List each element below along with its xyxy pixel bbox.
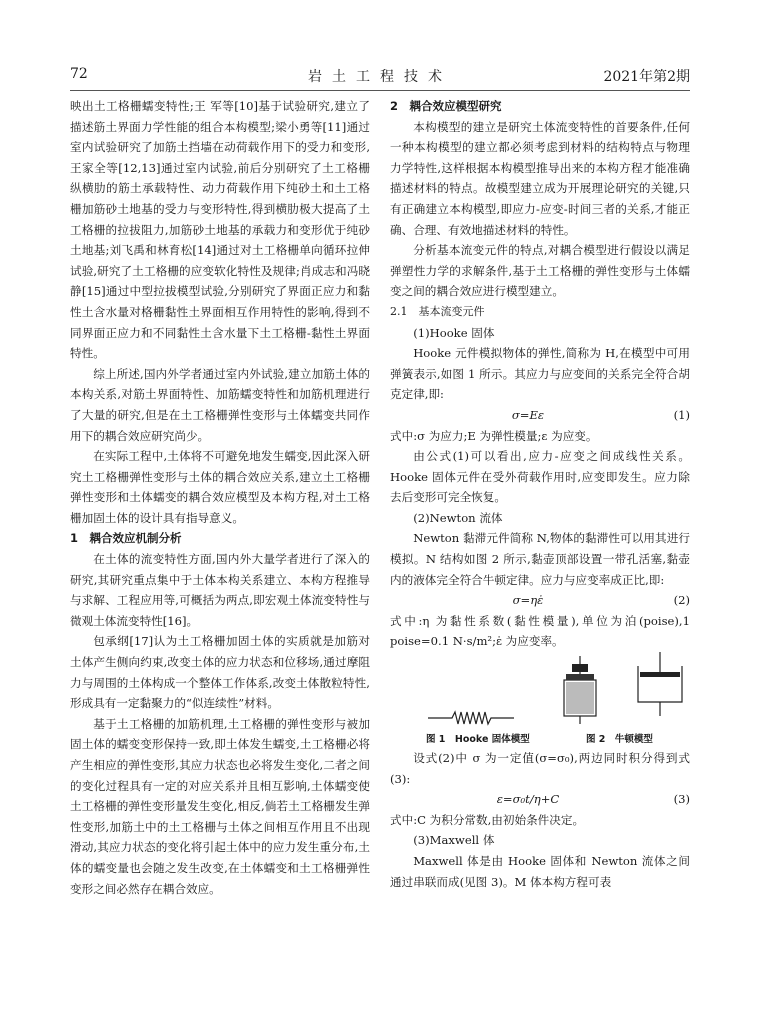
equation-number: (2) <box>673 593 690 608</box>
paragraph: 式中:η 为黏性系数(黏性模量),单位为泊(poise),1 poise=0.1 N·s/m²;ε̇ 为应变率。 <box>390 613 690 649</box>
equation-3 <box>390 789 690 810</box>
figures-svg <box>390 652 690 728</box>
dashpot-figure <box>638 652 682 716</box>
section-heading: 2 耦合效应模型研究 <box>390 99 502 113</box>
section-heading: 1 耦合效应机制分析 <box>70 531 182 546</box>
paragraph: 设式(2)中 σ 为一定值(σ=σ₀),两边同时积分得到式(3): <box>390 751 690 786</box>
paragraph: 综上所述,国内外学者通过室内外试验,建立加筋土体的本构关系,对筋土界面特性、加筋蠕变特性和加筋机理进行了大量的研究,但是在土工格栅弹性变形与土体蠕变共同作用下的耦合效应研究尚少。 <box>70 366 370 443</box>
equation-formula: σ=Eε <box>511 407 545 422</box>
paragraph: 在实际工程中,土体将不可避免地发生蠕变,因此深入研究土工格栅弹性变形与土体的耦合效应关系,建立土工格栅弹性变形和土体蠕变的耦合效应模型及本构方程,对土工格栅加固土体的设计具有指导意义。 <box>70 449 370 525</box>
subsection-heading: 2.1 基本流变元件 <box>390 304 485 318</box>
paragraph: 映出土工格栅蠕变特性;王 军等[10]基于试验研究,建立了描述筋土界面力学性能的组合本构模型;梁小勇等[11]通过室内试验研究了加筋土挡墙在动荷载作用下的受力和变形,王家全等[12,13]通过室内试验,前后分别研究了土工格栅纵横肋的筋土承载特性、动力荷载作用下纯砂土和土工格栅加筋砂土地基的受力与变形特性,得到横肋极大提高了土工格栅的拉拔阻力,加筋砂土地基的承载力和变形优于纯砂土地基;刘飞禹和林育松[14]通过对土工格栅单向循环拉伸试验,研究了土工格栅的应变软化特性及规律;肖成志和冯晓静[15]通过中型拉拔模型试验,分别研究了界面正应力和黏性土含水量对格栅黏性土界面相互作用特性的影响,得到不同界面正应力和不同黏性土含水量下土工格栅-黏性土界面特性。 <box>70 99 370 361</box>
item-heading: (2)Newton 流体 <box>413 510 503 525</box>
paragraph: 式中:C 为积分常数,由初始条件决定。 <box>390 812 585 827</box>
paragraph: 式中:σ 为应力;E 为弹性模量;ε 为应变。 <box>390 428 598 443</box>
header-rule <box>70 90 690 91</box>
equation-formula: ε=σ₀t/η+C <box>496 792 560 807</box>
left-column <box>70 96 370 899</box>
equation-formula: σ=ηε̇ <box>512 593 544 608</box>
item-heading: (1)Hooke 固体 <box>413 325 495 340</box>
page-header <box>70 66 690 86</box>
journal-title: 岩土工程技术 <box>308 69 452 85</box>
paragraph: Newton 黏滞元件简称 N,物体的黏滞性可以用其进行模拟。N 结构如图 2 所示,黏壶顶部设置一带孔活塞,黏壶内的液体完全符合牛顿定律。应力与应变率成正比,即: <box>390 531 690 587</box>
issue-label: 2021年第2期 <box>603 69 690 85</box>
paragraph: 在土体的流变特性方面,国内外大量学者进行了深入的研究,其研究重点集中于土体本构关系建立、本构方程推导与求解、工程应用等,可概括为两点,即宏观土体流变特性与微观土体流变特性[16]。 <box>70 552 370 628</box>
spring-figure <box>428 712 514 724</box>
paragraph: 包承纲[17]认为土工格栅加固土体的实质就是加筋对土体产生侧向约束,改变土体的应力状态和位移场,通过摩阻力与周围的土体构成一个整体工作体系,改变土体散粒特性,形成具有一定黏聚力的“似连续性”材料。 <box>70 634 370 711</box>
paragraph: 分析基本流变元件的特点,对耦合模型进行假设以满足弹塑性力学的求解条件,基于土工格栅的弹性变形与土体蠕变之间的耦合效应进行模型建立。 <box>390 243 690 299</box>
dashpot-perforated-figure <box>564 656 596 724</box>
page-number: 72 <box>70 66 88 82</box>
equation-2 <box>390 590 690 611</box>
equation-number: (1) <box>673 407 690 422</box>
paragraph: 基于土工格栅的加筋机理,土工格栅的弹性变形与被加固土体的蠕变变形保持一致,即土体发生蠕变,土工格栅必将产生相应的弹性变形,其应力状态也必将发生变化,二者之间的变化过程具有一定的对应关系并且相互影响,土体蠕变使土工格栅的弹性变形量发生变化,相反,倘若土工格栅发生弹性变形,加筋土中的土工格栅与土体之间相互作用且不出现滑动,其应力状态的变化将引起土体中的应力发生重分布,土体的蠕变量也会随之发生改变,在土体蠕变和土工格栅弹性变形之间必然存在耦合效应。 <box>70 716 370 896</box>
paragraph: Maxwell 体是由 Hooke 固体和 Newton 流体之间通过串联而成(见图 3)。M 体本构方程可表 <box>390 854 690 889</box>
figures-row <box>390 652 690 748</box>
paragraph: Hooke 元件模拟物体的弹性,简称为 H,在模型中可用弹簧表示,如图 1 所示。其应力与应变间的关系完全符合胡克定律,即: <box>390 346 690 402</box>
equation-1 <box>390 405 690 426</box>
paragraph: 由公式(1)可以看出,应力-应变之间成线性关系。Hooke 固体元件在受外荷载作用时,应变即发生。应力除去后变形可完全恢复。 <box>390 449 690 505</box>
equation-number: (3) <box>673 792 690 807</box>
item-heading: (3)Maxwell 体 <box>413 833 495 848</box>
right-column <box>390 96 690 892</box>
figure-1-caption: 图 1 Hooke 固体模型 <box>426 734 530 746</box>
figure-2-caption: 图 2 牛顿模型 <box>586 734 653 746</box>
paragraph: 本构模型的建立是研究土体流变特性的首要条件,任何一种本构模型的建立都必须考虑到材料的结构特点与物理力学特性,这样根据本构模型推导出来的本构方程才能准确描述材料的特点。故模型建立成为开展理论研究的关键,只有正确建立本构模型,即应力-应变-时间三者的关系,才能正确、合理、有效地描述材料的特性。 <box>390 119 690 237</box>
